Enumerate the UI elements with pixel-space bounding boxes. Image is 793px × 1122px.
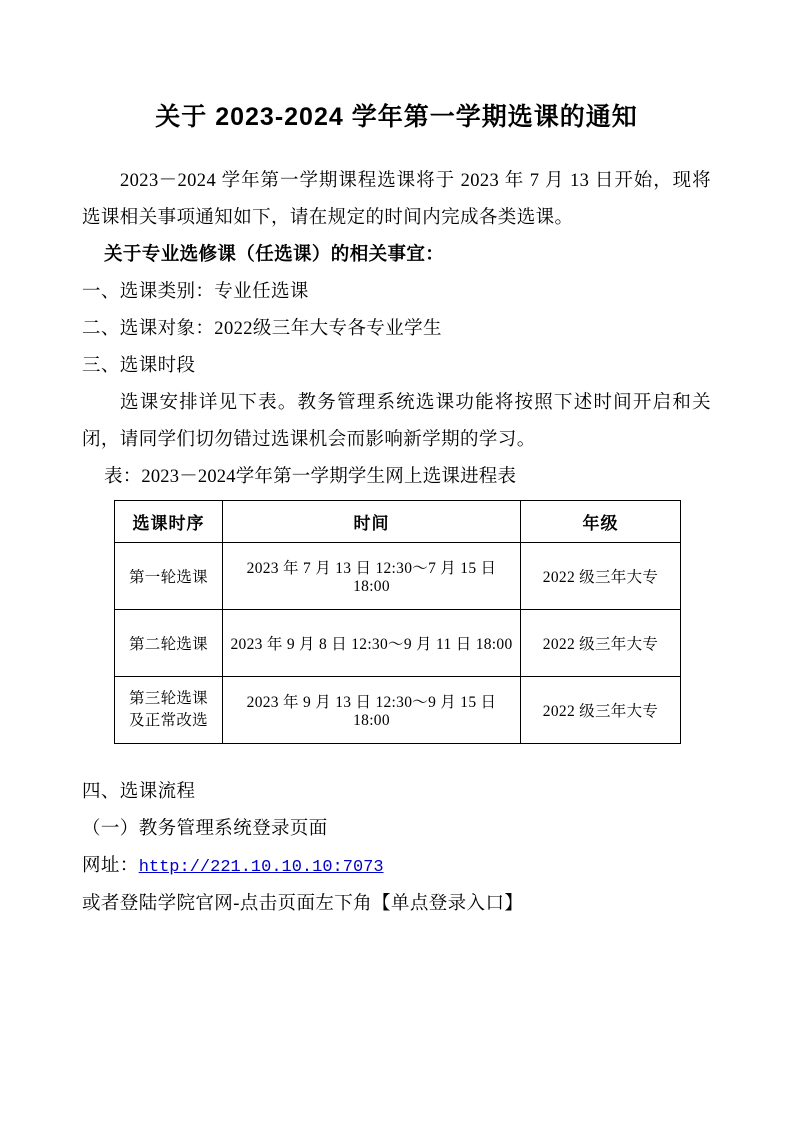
- alternate-login-note: 或者登陆学院官网-点击页面左下角【单点登录入口】: [82, 894, 524, 914]
- list-item-category: 一、选课类别：专业任选课: [82, 282, 309, 302]
- schedule-note: 选课安排详见下表。教务管理系统选课功能将按照下述时间开启和关闭，请同学们切勿错过选课机会而影响新学期的学习。: [82, 393, 711, 450]
- cell-grade: 2022 级三年大专: [521, 543, 681, 610]
- column-header-round: 选课时序: [115, 501, 223, 543]
- section-heading: 关于专业选修课（任选课）的相关事宜：: [104, 245, 445, 265]
- cell-round-line2: 及正常改选: [128, 712, 208, 729]
- table-row: [115, 677, 681, 744]
- process-heading: 四、选课流程: [82, 782, 196, 802]
- cell-round: 第二轮选课: [115, 610, 223, 677]
- column-header-time: 时间: [223, 501, 521, 543]
- system-url-link[interactable]: http://221.10.10.10:7073: [138, 858, 384, 877]
- process-subheading: （一）教务管理系统登录页面: [82, 819, 328, 839]
- course-selection-schedule-table: [114, 500, 681, 744]
- table-header-row: [115, 501, 681, 543]
- cell-round-line1: 第三轮选课: [128, 689, 208, 707]
- cell-time: 2023 年 7 月 13 日 12:30～7 月 15 日 18:00: [223, 543, 521, 610]
- cell-grade: 2022 级三年大专: [521, 610, 681, 677]
- cell-round: [115, 677, 223, 744]
- table-row: [115, 543, 681, 610]
- intro-paragraph: 2023－2024 学年第一学期课程选课将于 2023 年 7 月 13 日开始，现将选课相关事项通知如下，请在规定的时间内完成各类选课。: [82, 171, 711, 228]
- cell-time: 2023 年 9 月 13 日 12:30～9 月 15 日 18:00: [223, 677, 521, 744]
- page-title: 关于 2023-2024 学年第一学期选课的通知: [155, 103, 638, 131]
- url-label: 网址：: [82, 856, 139, 876]
- url-line: [82, 848, 711, 886]
- table-row: [115, 610, 681, 677]
- table-caption: 表：2023－2024学年第一学期学生网上选课进程表: [104, 467, 517, 487]
- cell-time: 2023 年 9 月 8 日 12:30～9 月 11 日 18:00: [223, 610, 521, 677]
- cell-grade: 2022 级三年大专: [521, 677, 681, 744]
- column-header-grade: 年级: [521, 501, 681, 543]
- cell-round: 第一轮选课: [115, 543, 223, 610]
- list-item-timeframe: 三、选课时段: [82, 356, 196, 376]
- list-item-audience: 二、选课对象：2022级三年大专各专业学生: [82, 319, 442, 339]
